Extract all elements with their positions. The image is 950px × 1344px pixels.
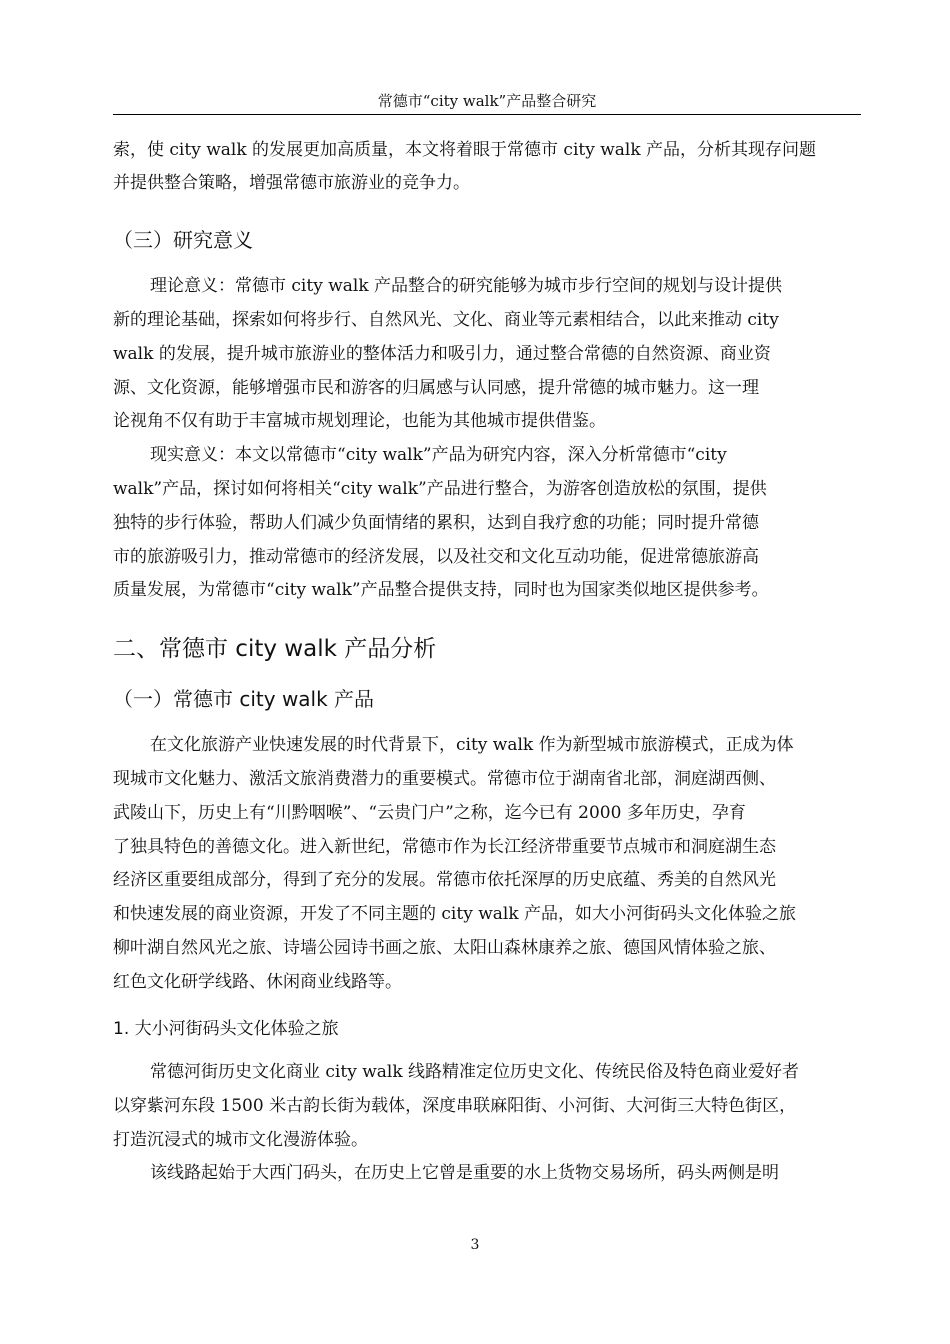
paragraph-line: 现城市文化魅力、激活文旅消费潜力的重要模式。常德市位于湖南省北部，洞庭湖西侧、 [113,769,776,789]
paragraph-line: 和快速发展的商业资源，开发了不同主题的 city walk 产品，如大小河街码头文化体验之旅 [113,904,797,924]
paragraph-line: 论视角不仅有助于丰富城市规划理论，也能为其他城市提供借鉴。 [113,411,606,431]
paragraph-line: walk”产品，探讨如何将相关“city walk”产品进行整合，为游客创造放松的氛围，提供 [113,479,767,499]
paragraph-line: 经济区重要组成部分，得到了充分的发展。常德市依托深厚的历史底蕴、秀美的自然风光 [113,870,776,890]
paragraph-line: 常德河街历史文化商业 city walk 线路精准定位历史文化、传统民俗及特色商业爱好者 [150,1062,800,1082]
subsection-heading: 1. 大小河街码头文化体验之旅 [113,1019,339,1039]
paragraph-line: 在文化旅游产业快速发展的时代背景下，city walk 作为新型城市旅游模式，正成为体 [150,735,794,755]
paragraph-line: 红色文化研学线路、休闲商业线路等。 [113,972,402,992]
paragraph-line: 独特的步行体验，帮助人们减少负面情绪的累积，达到自我疗愈的功能；同时提升常德 [113,513,759,533]
paragraph-line: 现实意义：本文以常德市“city walk”产品为研究内容，深入分析常德市“city [150,445,727,465]
header-rule [113,114,861,115]
paragraph-line: 索，使 city walk 的发展更加高质量，本文将着眼于常德市 city walk 产品，分析其现存问题 [113,140,817,160]
paragraph-line: 新的理论基础，探索如何将步行、自然风光、文化、商业等元素相结合，以此来推动 city [113,310,779,330]
chapter-heading: 二、常德市 city walk 产品分析 [113,636,437,662]
running-header: 常德市“city walk”产品整合研究 [377,92,597,110]
page-number: 3 [470,1237,480,1253]
section-heading-significance: （三）研究意义 [113,228,253,252]
paragraph-line: 理论意义：常德市 city walk 产品整合的研究能够为城市步行空间的规划与设计提供 [150,276,783,296]
paragraph-line: 市的旅游吸引力，推动常德市的经济发展，以及社交和文化互动功能，促进常德旅游高 [113,547,759,567]
paragraph-line: 打造沉浸式的城市文化漫游体验。 [113,1130,368,1150]
paragraph-line: 以穿紫河东段 1500 米古韵长街为载体，深度串联麻阳街、小河街、大河街三大特色街区， [113,1096,797,1116]
paragraph-line: 武陵山下，历史上有“川黔咽喉”、“云贵门户”之称，迄今已有 2000 多年历史，孕育 [113,803,746,823]
paragraph-line: walk 的发展，提升城市旅游业的整体活力和吸引力，通过整合常德的自然资源、商业资 [113,344,771,364]
paragraph-line: 并提供整合策略，增强常德市旅游业的竞争力。 [113,173,470,193]
paragraph-line: 了独具特色的善德文化。进入新世纪，常德市作为长江经济带重要节点城市和洞庭湖生态 [113,837,776,857]
paragraph-line: 柳叶湖自然风光之旅、诗墙公园诗书画之旅、太阳山森林康养之旅、德国风情体验之旅、 [113,938,776,958]
paragraph-line: 该线路起始于大西门码头，在历史上它曾是重要的水上货物交易场所，码头两侧是明 [150,1163,779,1183]
paragraph-line: 源、文化资源，能够增强市民和游客的归属感与认同感，提升常德的城市魅力。这一理 [113,378,759,398]
paragraph-line: 质量发展，为常德市“city walk”产品整合提供支持，同时也为国家类似地区提供参考。 [113,580,769,600]
section-heading-products: （一）常德市 city walk 产品 [113,687,375,711]
